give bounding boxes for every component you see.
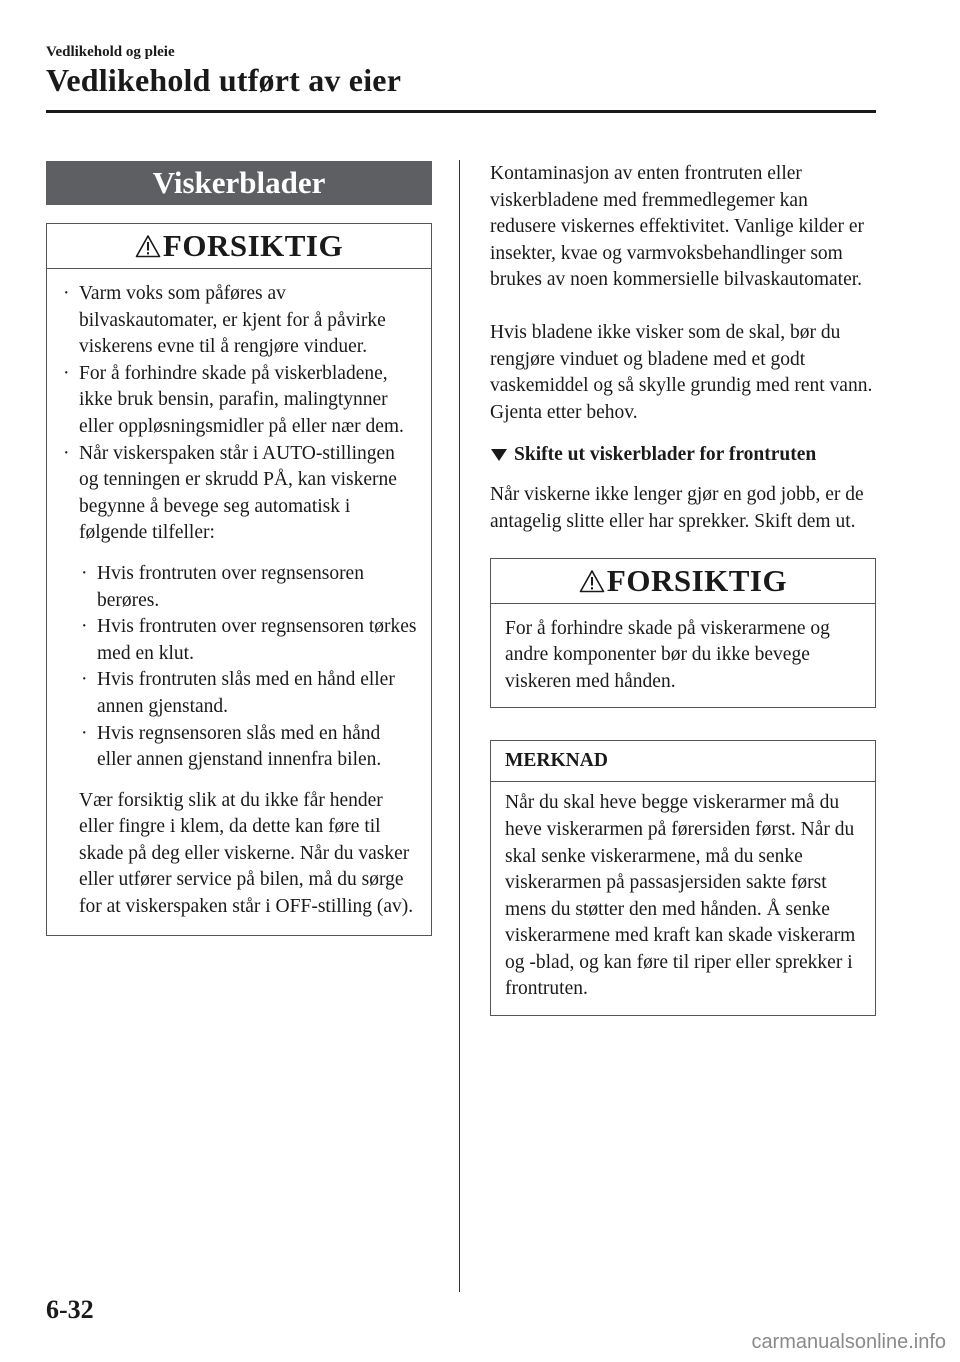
subheading <box>490 444 876 466</box>
list-item-text: For å forhindre skade på viskerbladene, ikke bruk bensin, parafin, malingtynner eller oppløsningsmidler på eller nær dem. <box>79 362 404 437</box>
header-rule <box>46 110 876 113</box>
bullet-dot: · <box>63 362 70 384</box>
sub-list-item <box>81 721 417 774</box>
right-column <box>490 161 876 1016</box>
sub-list-item <box>81 667 417 720</box>
list-item-text: Når viskerspaken står i AUTO-stillingen og tenningen er skrudd PÅ, kan viskerne begynne å bevege seg automatisk i følgende tilfeller: <box>79 442 397 544</box>
caution-title: FORSIKTIG <box>162 228 344 263</box>
left-column <box>46 161 432 936</box>
list-item <box>63 441 417 547</box>
caution-body: For å forhindre skade på viskerarmene og andre komponenter bør du ikke bevege viskeren med hånden. <box>505 617 830 692</box>
note-title: MERKNAD <box>491 741 875 782</box>
sub-list-item-text: Hvis frontruten over regnsensoren tørkes med en klut. <box>97 616 417 664</box>
bullet-dot: · <box>81 669 88 691</box>
caution-body <box>47 269 431 935</box>
sub-list-item-text: Hvis frontruten over regnsensoren berøres. <box>97 562 364 611</box>
bullet-dot: · <box>63 442 70 464</box>
bullet-dot: · <box>81 562 88 584</box>
paragraph: Når viskerne ikke lenger gjør en god jobb, er de antagelig slitte eller har sprekker. Skift dem ut. <box>490 484 864 532</box>
section-label: Vedlikehold og pleie <box>46 44 175 60</box>
bullet-dot: · <box>63 283 70 304</box>
list-item <box>63 281 417 361</box>
caution-header <box>491 559 875 604</box>
paragraph: Kontaminasjon av enten frontruten eller viskerbladene med fremmedlegemer kan redusere viskernes effektivitet. Vanlige kilder er insekter, kvae og varmvoksbehandlinger som brukes av noen kommersielle bilvaskautomater. <box>490 163 864 291</box>
paragraph: Hvis bladene ikke visker som de skal, bør du rengjøre vinduet og bladene med et godt vaskemiddel og så skylle grundig med rent vann. Gjenta etter behov. <box>490 321 873 423</box>
column-divider <box>459 160 460 1292</box>
caution-box <box>46 223 432 936</box>
warning-icon <box>579 569 605 593</box>
bullet-dot: · <box>81 616 88 638</box>
subheading-text: Skifte ut viskerblader for frontruten <box>514 444 817 466</box>
caution-header <box>47 224 431 269</box>
triangle-marker-icon <box>490 448 508 462</box>
chapter-title: Vedlikehold utført av eier <box>46 62 402 98</box>
caution-closing-text: Vær forsiktig slik at du ikke får hender eller fingre i klem, da dette kan føre til skade på deg eller viskerne. Når du vasker eller utfører service på bilen, må du sørge for at viskerspaken står i OFF-stilling (av). <box>79 789 414 918</box>
caution-box <box>490 558 876 709</box>
list-item <box>63 361 417 441</box>
page-number: 6-32 <box>46 1295 94 1324</box>
bullet-dot: · <box>81 722 88 744</box>
note-box <box>490 740 876 1016</box>
warning-icon <box>135 234 161 258</box>
watermark: carmanualsonline.info <box>751 1331 946 1353</box>
sub-list <box>81 561 417 774</box>
section-banner: Viskerblader <box>46 161 432 205</box>
sub-list-item-text: Hvis frontruten slås med en hånd eller annen gjenstand. <box>97 669 395 717</box>
list-item-text: Varm voks som påføres av bilvaskautomater, er kjent for å påvirke viskerens evne til å rengjøre vinduer. <box>79 283 386 358</box>
note-body: Når du skal heve begge viskerarmer må du heve viskerarmen på førersiden først. Når du skal senke viskerarmene, må du senke viskerarmen på passasjersiden sakte først mens du støtter den med hånden. Å senke viskerarmene med kraft kan skade viskerarm og -blad, og kan føre til riper eller sprekker i frontruten. <box>505 792 856 1000</box>
sub-list-item <box>81 614 417 667</box>
sub-list-item <box>81 561 417 614</box>
caution-title: FORSIKTIG <box>606 562 788 598</box>
sub-list-item-text: Hvis regnsensoren slås med en hånd eller annen gjenstand innenfra bilen. <box>97 722 382 771</box>
